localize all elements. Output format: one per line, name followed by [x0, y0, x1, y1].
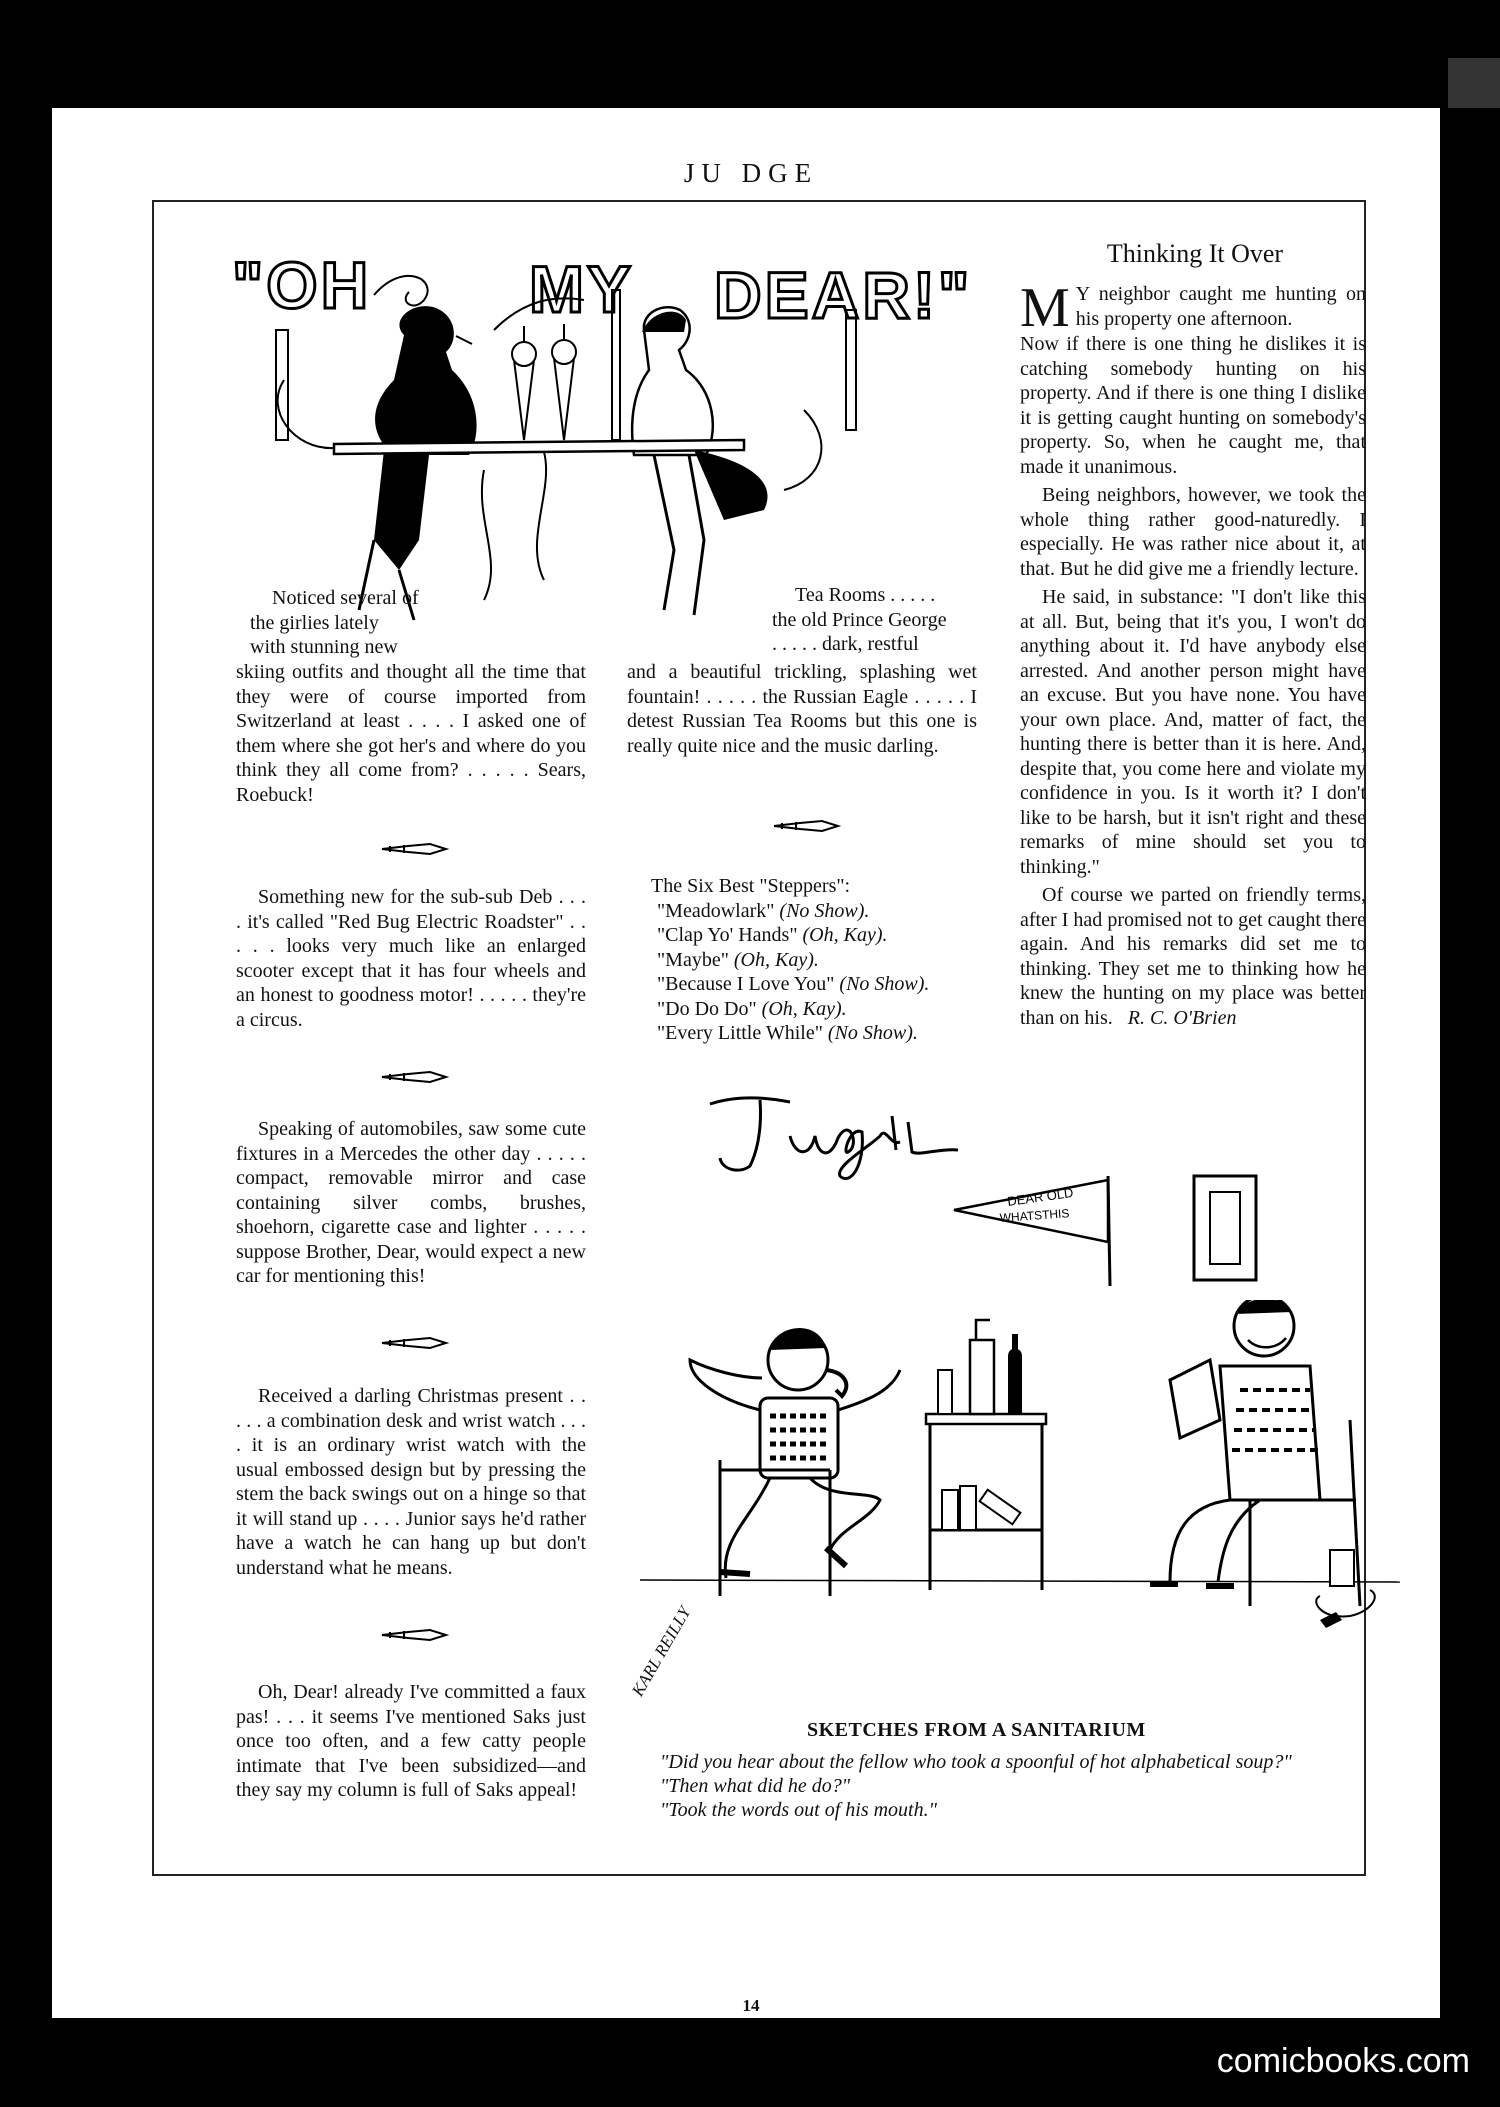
- cartoon-dialogue: [660, 1750, 1360, 1822]
- stepper-song: "Meadowlark": [657, 899, 775, 922]
- article-p3: He said, in substance: "I don't like this at all. But, being that it's you, I won't do anything about it. I'd have anybody else arrested. And another person might have an excuse. But you have none. You have your own place. And, matter of fact, the hunting there is better than it is here. And, despite that, you come here and violate my confidence in you. Is it worth it? I don't like to be harsh, but it isn't right and these remarks of mine should set you to thinking.": [1020, 586, 1366, 878]
- stepper-item: [651, 1021, 991, 1046]
- svg-text:MY: MY: [529, 252, 634, 326]
- stepper-song: "Maybe": [657, 948, 729, 971]
- pennant-illustration: [948, 1170, 1132, 1290]
- stepper-song: "Clap Yo' Hands": [657, 924, 798, 946]
- mid-col-p1-line: Tea Rooms . . . . .: [795, 584, 936, 606]
- article-p4-text: Of course we parted on friendly terms, after I had promised not to get caught there again. And his remarks did set me to thinking. They set me to thinking how he knew the hunting on my place was better than on his.: [1020, 884, 1366, 1029]
- stepper-item: [651, 923, 991, 948]
- left-col-p1-line: Noticed several of: [272, 587, 419, 609]
- right-man-figure: [1150, 1300, 1320, 1586]
- wall-picture-frame: [1190, 1172, 1260, 1284]
- sanitarium-cartoon: [630, 1300, 1410, 1730]
- left-col-p1-line: with stunning new: [250, 636, 398, 658]
- stepper-song: "Every Little While": [657, 1022, 823, 1044]
- pen-divider-icon: [772, 815, 842, 837]
- left-col-p3: Speaking of automobiles, saw some cute fixtures in a Mercedes the other day . . . . . compact, removable mirror and case containing silver combs, brushes, shoehorn, cigarette case and lighter . . . . . suppose Brother, Dear, would expect a new car for mentioning this!: [236, 1118, 586, 1287]
- left-col-p1-line: the girlies lately: [250, 611, 379, 634]
- pen-divider-icon: [380, 1066, 450, 1088]
- article-lead: [1020, 277, 1366, 1030]
- dropcap: M: [1020, 277, 1070, 339]
- article-p4: [1020, 883, 1366, 1030]
- page-number: 14: [742, 1996, 760, 2015]
- steppers-list: [651, 874, 991, 1046]
- stepper-show: (Oh, Kay).: [761, 997, 847, 1020]
- dialogue-line: "Did you hear about the fellow who took a spoonful of hot alphabetical soup?": [660, 1751, 1292, 1773]
- stepper-song: "Do Do Do": [657, 997, 757, 1020]
- judgette-signature: [700, 1086, 970, 1196]
- stepper-show: (Oh, Kay).: [733, 948, 819, 971]
- left-col-p2: Something new for the sub-sub Deb . . . . it's called "Red Bug Electric Roadster" . . . . . looks very much like an enlarged scooter except that it has four wheels and an honest to goodness motor! . . . . . they're a circus.: [236, 886, 586, 1031]
- masthead: JU DGE: [683, 158, 819, 188]
- dialogue-line: "Then what did he do?": [660, 1775, 851, 1797]
- mid-col-p1-line: the old Prince George: [772, 608, 947, 631]
- stepper-show: (No Show).: [827, 1022, 918, 1044]
- article-p1-lead: Y neighbor caught me hunting on his property one afternoon.: [1075, 283, 1366, 330]
- side-table: [926, 1320, 1046, 1590]
- stepper-song: "Because I Love You": [657, 973, 835, 995]
- article-p1: Now if there is one thing he dislikes it is catching somebody hunting on his property. And if there is one thing I dislike it is getting caught hunting on somebody's property. So, when he caught me, that made it unanimous.: [1020, 333, 1366, 478]
- svg-text:"OH: "OH: [232, 248, 372, 322]
- headline-lettering: [232, 248, 972, 332]
- stepper-show: (Oh, Kay).: [802, 924, 888, 946]
- steppers-title: The Six Best "Steppers":: [651, 875, 851, 897]
- pen-divider-icon: [380, 1332, 450, 1354]
- mid-col-p1-rest: and a beautiful trickling, splashing wet fountain! . . . . . the Russian Eagle . . . . . I detest Russian Tea Rooms but this one is really quite nice and the music darling.: [627, 661, 977, 757]
- artist-signature: KARL REILLY: [628, 1603, 695, 1700]
- left-col-p5: Oh, Dear! already I've committed a faux pas! . . . it seems I've mentioned Saks just once too often, and a few catty people intimate that I've been subsidized—and they say my column is full of Saks appeal!: [236, 1681, 586, 1801]
- stepper-show: (No Show).: [839, 973, 930, 995]
- stepper-item: [651, 997, 991, 1022]
- page-spine: [1440, 108, 1452, 2018]
- oh-my-dear-illustration: [224, 240, 986, 640]
- stepper-item: [651, 948, 991, 973]
- cartoon-caption-title: SKETCHES FROM A SANITARIUM: [807, 1719, 1146, 1741]
- article-title: Thinking It Over: [1106, 239, 1284, 268]
- article-author: R. C. O'Brien: [1127, 1006, 1237, 1029]
- woman-left-figure: [375, 306, 477, 455]
- pennant-text-line1: DEAR OLD: [1006, 1184, 1075, 1209]
- stepper-show: (No Show).: [779, 899, 870, 922]
- left-col-p4: Received a darling Christmas present . . . . . a combination desk and wrist watch . . . . it is an ordinary wrist watch with the usual embossed design but by pressing the stem the back swings out on a hinge so that it will stand up . . . . Junior says he'd rather have a watch he can hang up but don't understand what he means.: [236, 1385, 586, 1579]
- pen-divider-icon: [380, 1624, 450, 1646]
- mid-col-p1-line: . . . . . dark, restful: [772, 633, 919, 655]
- article-p2: Being neighbors, however, we took the whole thing rather good-naturedly. I especially. He was rather nice about it, at that. But he did give me a friendly lecture.: [1020, 484, 1366, 580]
- dialogue-line: "Took the words out of his mouth.": [660, 1799, 938, 1821]
- left-col-p1-rest: skiing outfits and thought all the time that they were of course imported from Switzerland at least . . . . I asked one of them where she got her's and where do you think they all come from? . . . . . Sears, Roebuck!: [236, 661, 586, 806]
- pennant-text-line2: WHATSTHIS: [999, 1206, 1070, 1225]
- stepper-item: [651, 972, 991, 997]
- pen-divider-icon: [380, 838, 450, 860]
- page-binding: [1448, 58, 1500, 108]
- stepper-item: [651, 899, 991, 924]
- mid-col-p1-wrapped: [740, 583, 976, 657]
- watermark: comicbooks.com: [1216, 2042, 1470, 2080]
- svg-text:DEAR!": DEAR!": [714, 258, 973, 332]
- left-col-p1-wrapped: [250, 586, 422, 660]
